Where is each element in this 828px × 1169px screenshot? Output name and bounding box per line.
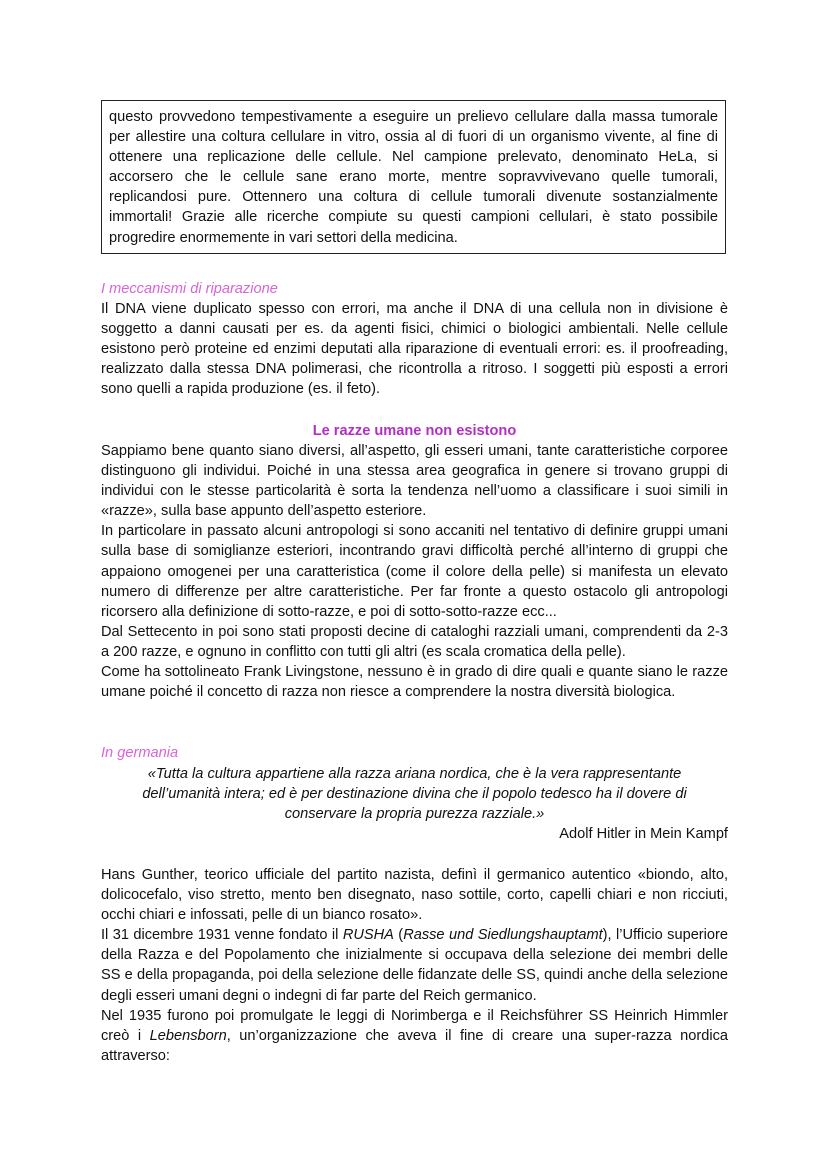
rusha-full-name: Rasse und Siedlungshauptamt [403,927,603,944]
rusha-paragraph [101,925,728,1005]
rusha-acronym: RUSHA [342,927,394,944]
rusha-text-b: ( [393,927,404,944]
races-paragraph-4: Come ha sottolineato Frank Livingstone, nessuno è in grado di dire quali e quante siano le razze umane poiché il concetto di razza non riesce a comprendere la nostra diversità biologica. [101,664,728,701]
box-text: questo provvedono tempestivamente a eseguire un prelievo cellulare dalla massa tumorale per allestire una coltura cellulare in vitro, ossia al di fuori di un organismo vivente, al fine di ottenere una replicazione delle cellule. Nel campione prelevato, denominato HeLa, si accorsero che le cellule sane erano morte, mentre sopravvivevano quelle tumorali, replicandosi pure. Ottennero una coltura di cellule tumorali divenute sostanzialmente immortali! Grazie alle ricerche compiute su questi campioni cellulari, è stato possibile progredire enormemente in vari settori della medicina. [109,109,718,246]
gunther-paragraph: Hans Gunther, teorico ufficiale del partito nazista, definì il germanico autentico «biondo, alto, dolicocefalo, viso stretto, mento ben disegnato, naso sottile, corto, capelli chiari e non ricciuti, occhi chiari e infossati, pelle di un bianco rosato». [101,867,728,924]
races-paragraph-3: Dal Settecento in poi sono stati proposti decine di cataloghi razziali umani, comprendenti da 2-3 a 200 razze, e ognuno in conflitto con tutti gli altri (es scala cromatica della pelle). [101,623,728,660]
repair-paragraph [101,299,728,399]
races-section [101,441,728,702]
germany-section [101,865,728,1066]
rusha-text-a: Il 31 dicembre 1931 venne fondato il [101,927,343,944]
hitler-quote: «Tutta la cultura appartiene alla razza ariana nordica, che è la vera rappresentante dell’umanità intera; ed è per destinazione divina che il popolo tedesco ha il dovere di conservare la propria purezza razziale.» [142,766,687,823]
races-title: Le razze umane non esistono [312,423,517,439]
lebensborn-text-b: , un’organizzazione che aveva il fine di creare una super-razza nordica attraverso: [101,1027,728,1064]
lebensborn-term: Lebensborn [149,1027,227,1044]
boxed-paragraph [101,100,726,254]
races-paragraph-1: Sappiamo bene quanto siano diversi, all’aspetto, gli esseri umani, tante caratteristiche corporee distinguono gli individui. Poiché in una stessa area geografica in genere si trovano gruppi di individui con le stesse particolarità è sorta la tendenza nell’uomo a classificare i suoi simili in «razze», sulla base appunto dell’aspetto esteriore. [101,443,728,520]
heading-germany: In germania [101,745,179,761]
races-paragraph-2: In particolare in passato alcuni antropologi si sono accaniti nel tentativo di definire gruppi umani sulla base di somiglianze esteriori, incontrando gravi difficoltà perché all’interno di gruppi che appaiono omogenei per una caratteristica (come il colore della pelle) si manifesta un elevato numero di differenze per altre caratteristiche. Per far fronte a questo ostacolo gli antropologi ricorsero alla definizione di sotto-razze, e poi di sotto-sotto-razze ecc... [101,523,728,620]
lebensborn-paragraph [101,1006,728,1066]
heading-repair-mechanisms: I meccanismi di riparazione [101,281,278,297]
quote-author: Adolf Hitler in Mein Kampf [559,826,728,842]
rusha-text-c: ), l’Ufficio superiore della Razza e del Popolamento che inizialmente si occupava della selezione dei membri delle SS e della propaganda, poi della selezione delle fidanzate delle SS, quindi anche della selezione degli esseri umani degni o indegni di far parte del Reich germanico. [101,927,729,1004]
repair-text: Il DNA viene duplicato spesso con errori, ma anche il DNA di una cellula non in divisione è soggetto a danni causati per es. da agenti fisici, chimici o biologici ambientali. Nelle cellule esistono però proteine ed enzimi deputati alla riparazione di eventuali errori: es. il proofreading, realizzato dalla stessa DNA polimerasi, che ricontrolla a ritroso. I soggetti più esposti a errori sono quelli a rapida produzione (es. il feto). [101,301,728,398]
lebensborn-text-a: Nel 1935 furono poi promulgate le leggi di Norimberga e il Reichsführer SS Heinrich Himmler creò i [101,1007,728,1044]
